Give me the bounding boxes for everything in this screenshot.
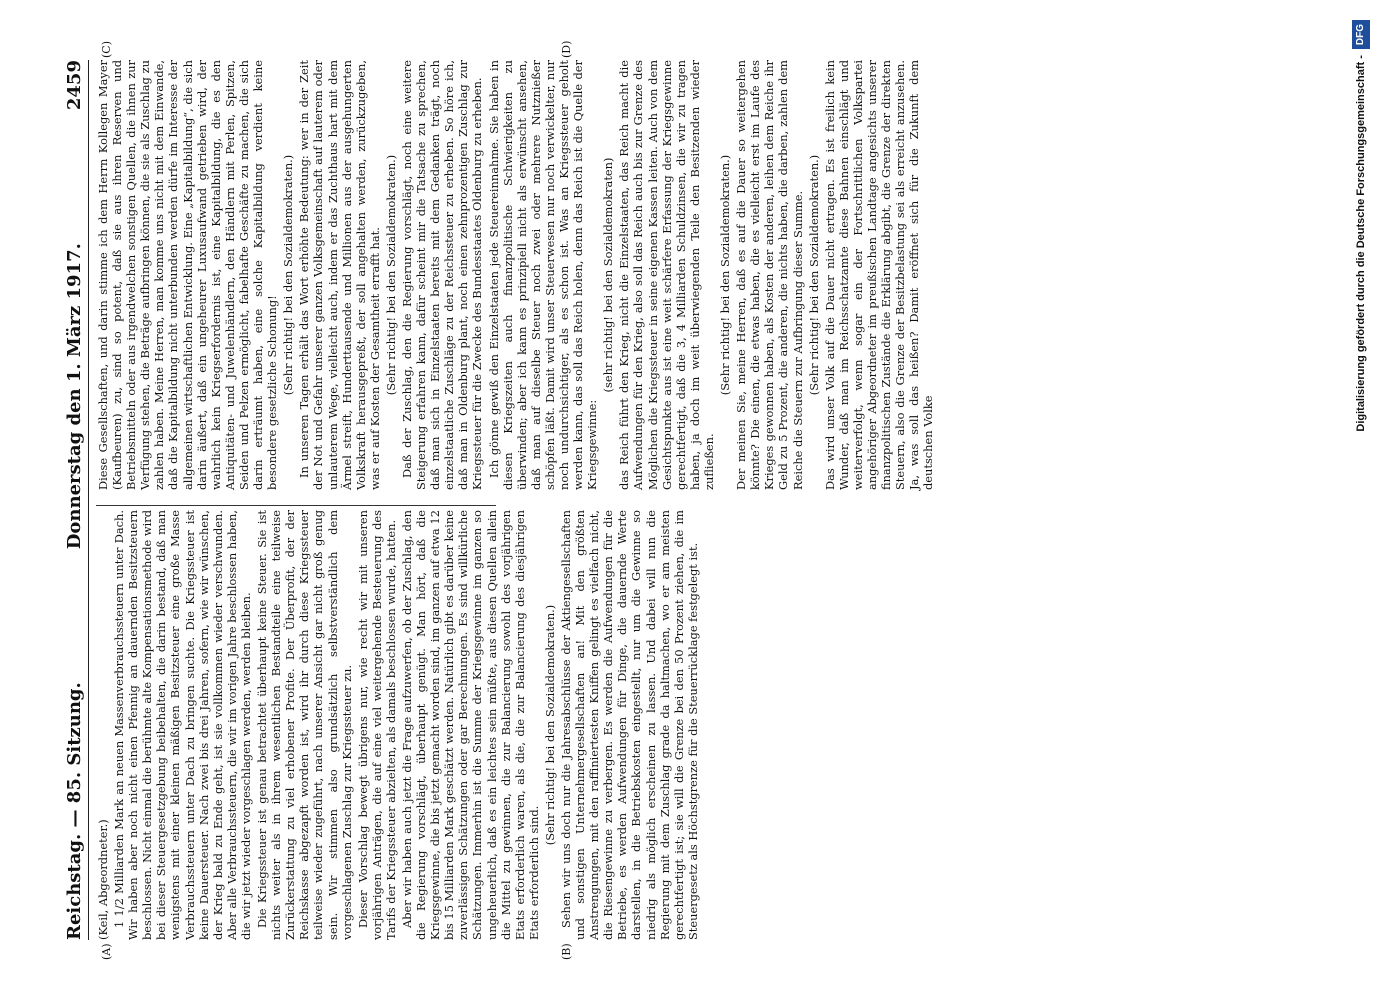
interjection: (Sehr richtig! bei den Sozialdemokraten.) [542, 604, 557, 846]
dfg-logo: DFG [1352, 20, 1370, 49]
page-header [60, 60, 89, 940]
column-divider [96, 505, 496, 506]
page-number: 2459 [63, 60, 85, 111]
interjection: (sehr richtig! bei den Sozialdemokraten) [601, 157, 616, 393]
paragraph: (Keil, Abgeordneter.) [96, 819, 110, 940]
paragraph: Sehen wir uns doch nur die Jahresabschlüsse der Aktiengesellschaften und sonstigen Unternehmergesellschaften an! Mit den größten Anstrengungen, mit den raffiniertesten Kniffen gelingt es vielfach nicht, die Riesengewinne zu verbergen. Es werden die Aufwendungen für die Betriebe, es werden Aufwendungen für Dinge, die dauernde Werte darstellen, in die Betriebskosten eingestellt, nur um die Gewinne so niedrig als möglich erscheinen zu lassen. Und dabei will nun die Regierung mit dem Zuschlag grade da haltmachen, wo er am meisten gerechtfertigt ist; sie will die Grenze bei den 50 Prozent ziehen, die im Steuergesetz als Höchstgrenze für die Steuerrücklage festgelegt ist. [559, 510, 700, 940]
left-column [96, 510, 702, 940]
paragraph: das Reich führt den Krieg, nicht die Einzelstaaten, das Reich macht die Aufwendungen für den Krieg, also soll das Reich auch bis zur Grenze des Möglichen die Kriegssteuer in seine eigenen Kassen leiten. Auch von dem Gesichtspunkte aus ist eine weit schärfere Erfassung der Kriegsgewinne gerechtfertigt, daß die 3, 4 Milliarden Schuldzinsen, die wir zu tragen haben, ja doch im weit überwiegenden Teile den Besitzenden wieder zufließen. [617, 60, 716, 490]
paragraph: Die Kriegssteuer ist genau betrachtet überhaupt keine Steuer. Sie ist nichts weiter als in ihrem wesentlichen Bestandteile eine teilweise Zurückerstattung zu viel erhobener Profite. Der Überprofit, der der Reichskasse abgezapft worden ist, wird ihr durch diese Kriegssteuer teilweise wieder zugeführt, nach unserer Ansicht gar nicht groß genug sein. Wir stimmen also grundsätzlich selbstverständlich dem vorgeschlagenen Zuschlag zur Kriegssteuer zu. [255, 510, 354, 940]
paragraph: Das wird unser Volk auf die Dauer nicht ertragen. Es ist freilich kein Wunder, daß man im Reichsschatzamte diese Bahnen einschlägt und weiterverfolgt, wenn sogar ein der Fortschrittlichen Volkspartei angehöriger Abgeordneter im preußischen Landtage angesichts unserer finanzpolitischen Zustände die Erklärung abgibt, die Grenze der direkten Steuern, also die Grenze der Besitzbelastung sei als erreicht anzusehen. Ja, was soll das heißen? Damit eröffnet sich für die Zukunft dem deutschen Volke [822, 60, 936, 490]
paragraph: Aber wir haben auch jetzt die Frage aufzuwerfen, ob der Zuschlag, den die Regierung vorschlägt, überhaupt genügt. Man hört, daß die Kriegsgewinne, die bis jetzt gemacht worden sind, im ganzen auf etwa 12 bis 15 Milliarden Mark geschätzt werden. Natürlich gibt es darüber keine zuverlässigen Schätzungen oder gar Berechnungen. Es sind willkürliche Schätzungen. Immerhin ist die Summe der Kriegsgewinne im ganzen so ungeheuerlich, daß es ein leichtes sein müßte, aus diesen Quellen allein die Mittel zu gewinnen, die zur Balancierung sowohl des vorjährigen Etats erforderlich waren, als die, die zur Balancierung des diesjährigen Etats erforderlich sind. [399, 510, 541, 940]
paragraph: In unseren Tagen erhält das Wort erhöhte Bedeutung: wer in der Zeit der Not und Gefahr unserer ganzen Volksgemeinschaft auf lauterem oder unlauterem Wege, vielleicht auch, indem er das Zuchthaus hart mit dem Ärmel streift, Hunderttausende und Millionen aus der ausgehungerten Volkskraft herausgepreßt, der soll angehalten werden, zurückzugeben, was er auf Kosten der Gesamtheit errafft hat. [297, 60, 382, 490]
marker-c: (C) [100, 41, 113, 58]
interjection: (Sehr richtig! bei den Sozialdemokraten.) [281, 154, 296, 396]
interjection: (Sehr richtig! bei den Sozialdemokraten.) [718, 154, 733, 396]
paragraph: Der meinen Sie, meine Herren, daß es auf die Dauer so weitergehen könnte? Die einen, die etwas haben, die es vielleicht erst im Laufe des Krieges gewonnen haben, als Kosten der anderen, leihen dem Reiche ihr Geld zu 5 Prozent, die anderen, die nichts haben, die darben, zahlen dem Reiche die Steuern zur Aufbringung dieser Summe. [734, 60, 805, 490]
marker-a: (A) [100, 943, 113, 960]
interjection: (Sehr richtig! bei den Sozialdemokraten.) [806, 154, 821, 396]
right-column [96, 60, 937, 490]
paragraph: Diese Gesellschaften, und darin stimme ich dem Herrn Kollegen Mayer (Kaufbeuren) zu, sind so potent, daß sie aus ihren Reserven und Betriebsmitteln oder aus irgendwelchen sonstigen Quellen, die ihnen zur Verfügung stehen, die Beträge aufbringen können, die sie als Zuschlag zu zahlen haben. Meine Herren, man komme uns nicht mit dem Einwande, daß die Kapitalbildung nicht unterbunden werden dürfe im Interesse der allgemeinen wirtschaftlichen Entwicklung. Eine „Kapitalbildung“, die sich darin äußert, daß ein ungeheurer Luxusaufwand getrieben wird, der wahrlich kein Kriegserfordernis ist, eine Kapitalbildung, die es den Antiquitäten- und Juwelenhändlern, den Händlern mit Perlen, Spitzen, Seiden und Pelzen ermöglicht, fabelhafte Geschäfte zu machen, die sich darin erträumt haben, eine solche Kapitalbildung verdient keine besondere gesetzliche Schonung! [96, 60, 280, 490]
credit-text: Digitalisierung gefördert durch die Deutsche Forschungsgemeinschaft - [1355, 55, 1367, 432]
paragraph: 1 1/2 Milliarden Mark an neuen Massenverbrauchssteuern unter Dach. Wir haben aber noch nicht einen Pfennig an dauernden Besitzsteuern beschlossen. Nicht einmal die berühmte alte Kompensationsmethode wird bei dieser Steuergesetzgebung beibehalten, die darin bestand, daß man wenigstens mit einer kleinen mäßigen Besitzsteuer eine große Masse Verbrauchssteuern unter Dach zu bringen suchte. Die Kriegssteuer ist keine Dauersteuer. Nach zwei bis drei Jahren, sofern, wie wir wünschen, der Krieg bald zu Ende geht, ist sie vollkommen wieder verschwunden. Aber alle Verbrauchssteuern, die wir im vorigen Jahre beschlossen haben, die wir jetzt wieder vorgeschlagen werden, werden bleiben. [112, 510, 253, 940]
digitization-credit [1352, 20, 1370, 980]
paragraph: Dieser Vorschlag bewegt übrigens nur, wie recht wir mit unseren vorjährigen Anträgen, die auf eine viel weitergehende Besteuerung des Tarifs der Kriegssteuer abzielten, als damals beschlossen wurde, hatten. [355, 510, 398, 940]
paragraph: Daß der Zuschlag, den die Regierung vorschlägt, noch eine weitere Steigerung erfahren kann, dafür scheint mir die Tatsache zu sprechen, daß man sich in Einzelstaaten bereits mit dem Gedanken trägt, noch einzelstaatliche Zuschläge zu der Reichssteuer zu erheben. So höre ich, daß man in Oldenburg plant, noch einen zehnprozentigen Zuschlag zur Kriegssteuer für die Zwecke des Bundesstaates Oldenburg zu erheben. [399, 60, 485, 490]
paragraph: Ich gönne gewiß den Einzelstaaten jede Steuereinnahme. Sie haben in diesen Kriegszeiten auch finanzpolitische Schwierigkeiten zu überwinden; aber ich kann es prinzipiell nicht als erwünscht ansehen, daß man auf dieselbe Steuer noch zwei oder mehrere Nutznießer schöpfen läßt. Damit wird unser Steuerwesen nur noch verwickelter, nur noch undurchsichtiger, als es schon ist. Was an Kriegssteuer geholt werden kann, das soll das Reich holen, denn das Reich ist die Quelle der Kriegsgewinne: [486, 60, 600, 490]
header-center: Donnerstag den 1. März 1917. [63, 243, 85, 550]
marker-b: (B) [560, 943, 573, 960]
marker-d: (D) [560, 40, 573, 58]
interjection: (Sehr richtig! bei den Sozialdemokraten.) [383, 154, 398, 396]
header-left: Reichstag. — 85. Sitzung. [63, 682, 85, 940]
